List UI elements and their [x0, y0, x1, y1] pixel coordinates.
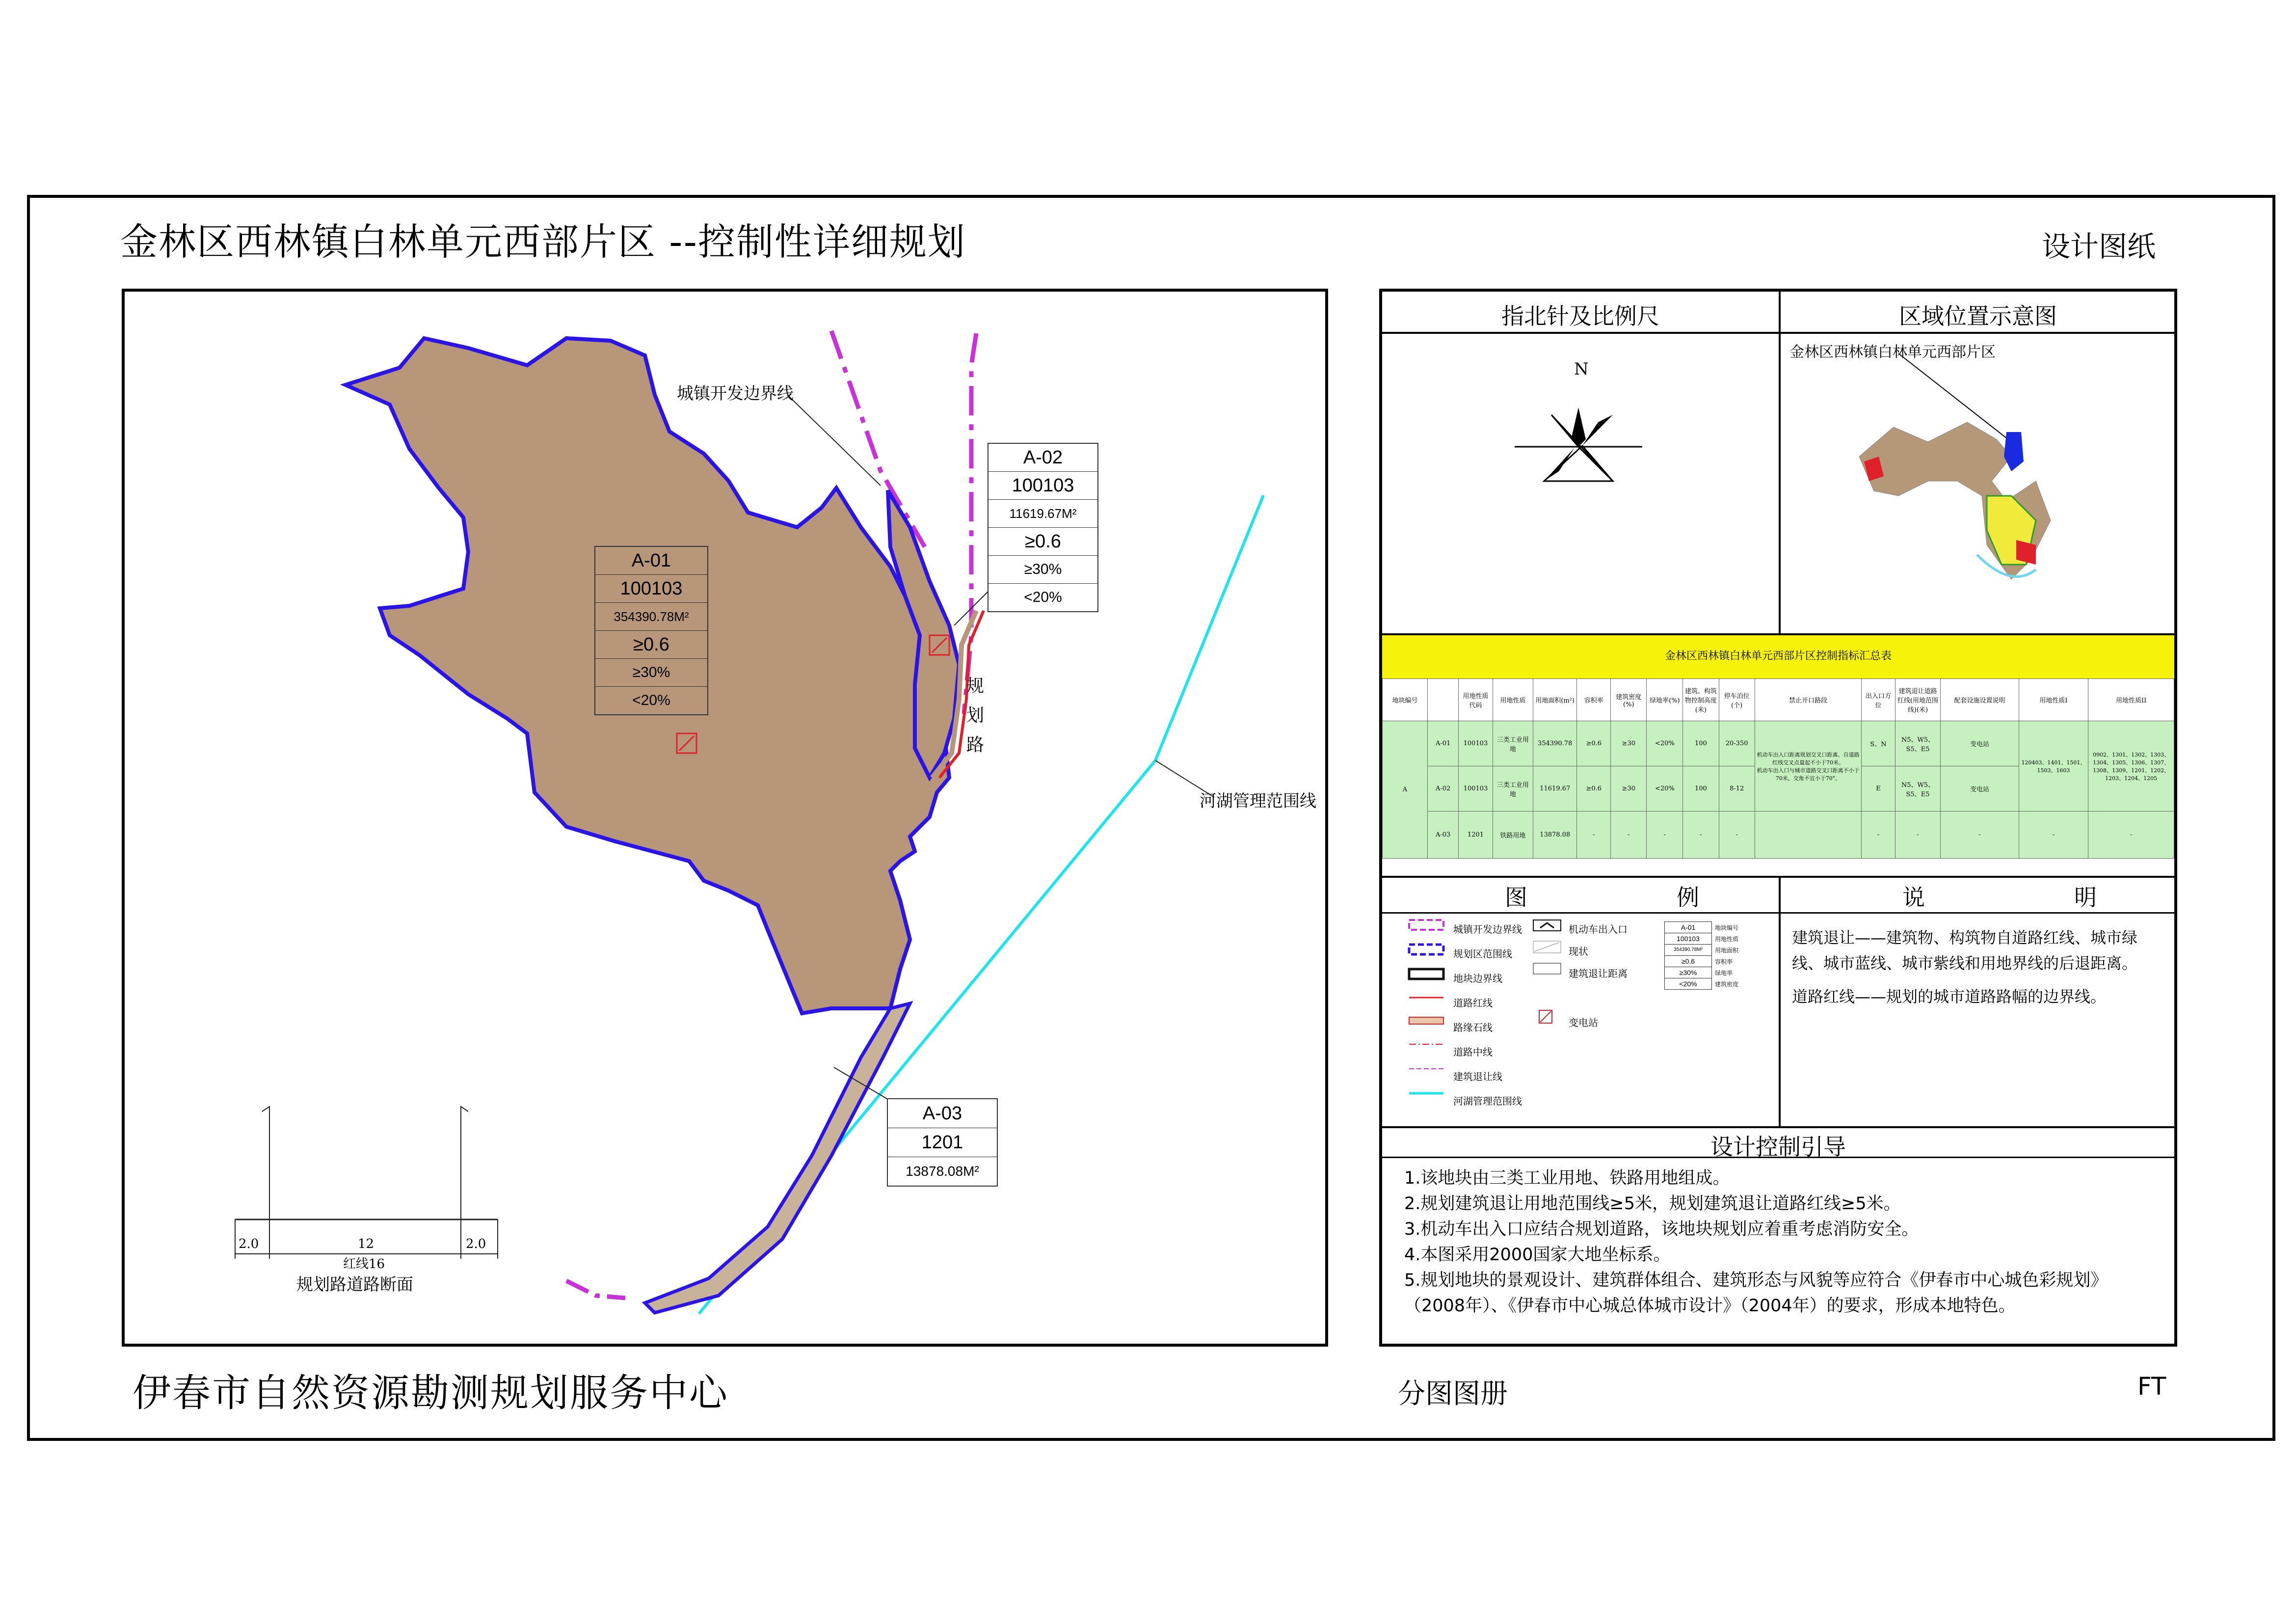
parcel-a01-label[interactable]: [594, 546, 708, 715]
col-header: 停车泊位(个): [1719, 679, 1755, 721]
table-cell: A-03: [1427, 812, 1458, 859]
table-cell: -: [2088, 812, 2174, 859]
col-header: 地块编号: [1383, 679, 1428, 721]
parcel-a02-id: A-02: [988, 444, 1097, 472]
col-header: 配套设施设置说明: [1941, 679, 2019, 721]
table-cell: -: [1941, 812, 2019, 859]
parcel-a03-code: 1201: [888, 1128, 997, 1157]
legend-sample-names: [1715, 922, 1738, 990]
table-cell: [1755, 721, 1862, 812]
table-cell: 三类工业用地: [1493, 721, 1533, 766]
table-cell: 0902、1301、1302、1303、1304、1305、1306、1307、1308、1309、1201、1202、1203、1204、1205: [2088, 721, 2174, 812]
map-area[interactable]: [122, 289, 1328, 1347]
legend-planning-area: 规划区范围线: [1453, 948, 1512, 960]
road-section-diagram: [235, 1107, 498, 1259]
table-cell: 11619.67: [1533, 766, 1577, 812]
legend-sample-code: 100103: [1665, 933, 1711, 945]
road-section-left-width: 2.0: [239, 1237, 259, 1251]
sheet-code: FT: [2137, 1372, 2166, 1401]
explain-title-1: 说: [1902, 884, 1925, 911]
divider: [1382, 1126, 2174, 1128]
table-cell: -: [1577, 812, 1611, 859]
table-cell-text: 机动车出入口距离规划交叉口距离、自道路红线交叉点量起不小于70米。: [1757, 751, 1860, 766]
table-cell: 13878.08: [1533, 812, 1577, 859]
col-header: 用地面积(m²): [1533, 679, 1577, 721]
legend-sample-name: 容积率: [1715, 958, 1733, 965]
table-cell: -: [1719, 812, 1755, 859]
urban-boundary-line-south: [566, 1281, 625, 1298]
page-title: 金林区西林镇白林单元西部片区 --控制性详细规划: [120, 220, 966, 264]
parcel-a01-green: ≥30%: [595, 659, 707, 687]
control-index-table: [1382, 678, 2174, 859]
col-header: 建筑退让道路红线(用地范围线)(米): [1895, 679, 1941, 721]
table-cell: 100: [1683, 721, 1719, 766]
table-title: 金林区西林镇白林单元西部片区控制指标汇总表: [1664, 650, 1892, 662]
road-section-caption: 规划路道路断面: [296, 1275, 413, 1295]
parcel-a01-density: <20%: [632, 692, 670, 708]
legend-existing: 现状: [1569, 946, 1588, 957]
col-header: 用地性质: [1493, 679, 1533, 721]
col-header: [1427, 679, 1458, 721]
table-cell: A-01: [1427, 721, 1458, 766]
guide-line-6: （2008年）、《伊春市中心城总体城市设计》（2004年）的要求，形成本地特色。: [1404, 1296, 2016, 1316]
col-header: 出入口方位: [1862, 679, 1895, 721]
legend-setback-line: 建筑退让线: [1453, 1071, 1502, 1083]
table-cell: ≥30: [1611, 721, 1647, 766]
parcel-a01-area: 354390.78M²: [595, 603, 707, 631]
guide-line-1: 1.该地块由三类工业用地、铁路用地组成。: [1404, 1168, 1730, 1188]
planned-road-char-3: 路: [966, 735, 985, 755]
table-cell: -: [1895, 812, 1941, 859]
road-section-middle-width: 12: [358, 1237, 374, 1251]
legend-sample-id: A-01: [1665, 922, 1711, 933]
col-header: 禁止开口路段: [1755, 679, 1862, 721]
table-cell: 铁路用地: [1493, 812, 1533, 859]
legend-sample-far: ≥0.6: [1665, 956, 1711, 967]
table-cell: S、N: [1862, 721, 1895, 766]
urban-boundary-line-right: [964, 333, 976, 714]
table-cell: E: [1862, 766, 1895, 812]
legend-sample-green: ≥30%: [1665, 967, 1711, 978]
urban-boundary-label: 城镇开发边界线: [677, 384, 794, 404]
album-name: 分图图册: [1398, 1378, 1508, 1410]
legend-sample-name: 地块编号: [1715, 924, 1739, 931]
legend-road-center: 道路中线: [1453, 1046, 1493, 1058]
table-cell: A: [1383, 721, 1428, 859]
table-cell: -: [1647, 812, 1683, 859]
parcel-a02-green: ≥30%: [988, 556, 1097, 584]
table-cell: -: [2019, 812, 2088, 859]
parcel-a01-far: ≥0.6: [595, 631, 707, 659]
map-canvas[interactable]: [125, 292, 1328, 1347]
river-boundary-label: 河湖管理范围线: [1200, 791, 1316, 811]
guide-line-2: 2.规划建筑退让用地范围线≥5米，规划建筑退让道路红线≥5米。: [1404, 1194, 1901, 1214]
legend-urban-boundary: 城镇开发边界线: [1453, 923, 1522, 935]
parcel-a02-code: 100103: [988, 472, 1097, 500]
table-cell: ≥0.6: [1577, 721, 1611, 766]
parcel-a01-id: A-01: [595, 547, 707, 575]
table-cell: ≥30: [1611, 766, 1647, 812]
col-header: 绿地率(%): [1647, 679, 1683, 721]
col-header: 建筑、构筑物控制高度(米): [1683, 679, 1719, 721]
col-header: 建筑密度(%): [1611, 679, 1647, 721]
guide-line-3: 3.机动车出入口应结合规划道路，该地块规划应着重考虑消防安全。: [1404, 1219, 1919, 1239]
explain-line-1: 建筑退让——建筑物、构筑物自道路红线、城市绿: [1792, 928, 2138, 947]
table-cell: 1201: [1459, 812, 1493, 859]
guide-line-5: 5.规划地块的景观设计、建筑群体组合、建筑形态与风貌等应符合《伊春市中心城色彩规划》: [1404, 1271, 2108, 1290]
table-cell: A-02: [1427, 766, 1458, 812]
table-cell: 120403、1401、1501、1503、1603: [2019, 721, 2088, 812]
table-cell: 100103: [1459, 766, 1493, 812]
road-section-right-width: 2.0: [466, 1237, 486, 1251]
legend-sample-area: 354390.78M²: [1665, 945, 1711, 956]
table-cell: 100: [1683, 766, 1719, 812]
parcel-a03-label[interactable]: [887, 1098, 998, 1187]
table-cell: -: [1683, 812, 1719, 859]
guide-line-4: 4.本图采用2000国家大地坐标系。: [1404, 1245, 1671, 1265]
col-header: 用地性质I: [2019, 679, 2088, 721]
table-cell: 变电站: [1941, 721, 2019, 766]
legend-sample-box: [1664, 921, 1712, 990]
explain-title-2: 明: [2074, 884, 2097, 911]
table-row: [1383, 812, 2174, 859]
col-header: 用地性质II: [2088, 679, 2174, 721]
table-cell: -: [1862, 812, 1895, 859]
info-panel: [1379, 289, 2177, 1347]
legend-sample-name: 用地面积: [1715, 947, 1739, 954]
location-map-label: 金林区西林镇白林单元西部片区: [1789, 344, 1996, 361]
table-cell: 8-12: [1719, 766, 1755, 812]
explain-line-2: 线、城市蓝线、城市紫线和用地界线的后退距离。: [1792, 954, 2138, 973]
table-cell: 100103: [1459, 721, 1493, 766]
legend-road-red-line: 道路红线: [1453, 997, 1493, 1009]
table-row: [1383, 721, 2174, 766]
legend-substation: 变电站: [1569, 1017, 1598, 1029]
location-title: 区域位置示意图: [1899, 303, 2057, 329]
legend-sample-name: 绿地率: [1715, 970, 1733, 976]
legend-parcel-boundary: 地块边界线: [1453, 973, 1502, 984]
parcel-a02-density: <20%: [1024, 589, 1062, 605]
parcel-a03-area: 13878.08M²: [906, 1164, 979, 1179]
planned-road-char-1: 规: [966, 676, 985, 696]
table-cell: [1755, 812, 1862, 859]
legend-title-1: 图: [1505, 884, 1527, 911]
parcel-a03-shape: [645, 1003, 910, 1313]
table-cell: <20%: [1647, 766, 1683, 812]
divider: [1382, 876, 2174, 878]
legend-vehicle-entrance: 机动车出入口: [1569, 923, 1628, 935]
legend-sample-name: 建筑密度: [1715, 981, 1739, 988]
table-cell: 三类工业用地: [1493, 766, 1533, 812]
compass-n: N: [1574, 359, 1589, 379]
legend-river-boundary: 河湖管理范围线: [1453, 1095, 1522, 1107]
explain-line-3: 道路红线——规划的城市道路路幅的边界线。: [1792, 987, 2107, 1006]
divider: [1779, 876, 1781, 1126]
divider: [1382, 912, 2174, 914]
table-cell: -: [1611, 812, 1647, 859]
table-cell: 变电站: [1941, 766, 2019, 812]
table-cell: <20%: [1647, 721, 1683, 766]
parcel-a02-area: 11619.67M²: [988, 500, 1097, 528]
col-header: 用地性质代码: [1459, 679, 1493, 721]
col-header: 容积率: [1577, 679, 1611, 721]
table-cell: N5、W5、S5、E5: [1895, 721, 1941, 766]
parcel-a01-code: 100103: [595, 575, 707, 603]
legend-sample-name: 用地性质: [1715, 936, 1739, 943]
parcel-a03-id: A-03: [888, 1099, 997, 1128]
table-cell: ≥0.6: [1577, 766, 1611, 812]
table-cell: 20-350: [1719, 721, 1755, 766]
legend-title-2: 例: [1677, 884, 1699, 911]
table-cell-text: 机动车出入口与城市道路交叉口距离不小于70米，交角不宜小于70°。: [1757, 767, 1860, 782]
legend-setback-distance: 建筑退让距离: [1569, 968, 1628, 979]
legend-sample-density: <20%: [1679, 980, 1697, 988]
table-cell: 354390.78: [1533, 721, 1577, 766]
parcel-a02-far: ≥0.6: [988, 528, 1097, 556]
organization-name: 伊春市自然资源勘测规划服务中心: [133, 1371, 729, 1415]
parcel-a02-label[interactable]: [988, 443, 1098, 612]
legend-kerb-line: 路缘石线: [1453, 1022, 1493, 1033]
compass-title: 指北针及比例尺: [1501, 303, 1659, 329]
planned-road-char-2: 划: [966, 705, 985, 726]
table-cell: N5、W5、S5、E5: [1895, 766, 1941, 812]
location-map: [1781, 334, 2175, 628]
road-section-red-line: 红线16: [343, 1257, 385, 1272]
guide-title: 设计控制引导: [1710, 1134, 1846, 1160]
doc-type: 设计图纸: [2042, 230, 2156, 263]
